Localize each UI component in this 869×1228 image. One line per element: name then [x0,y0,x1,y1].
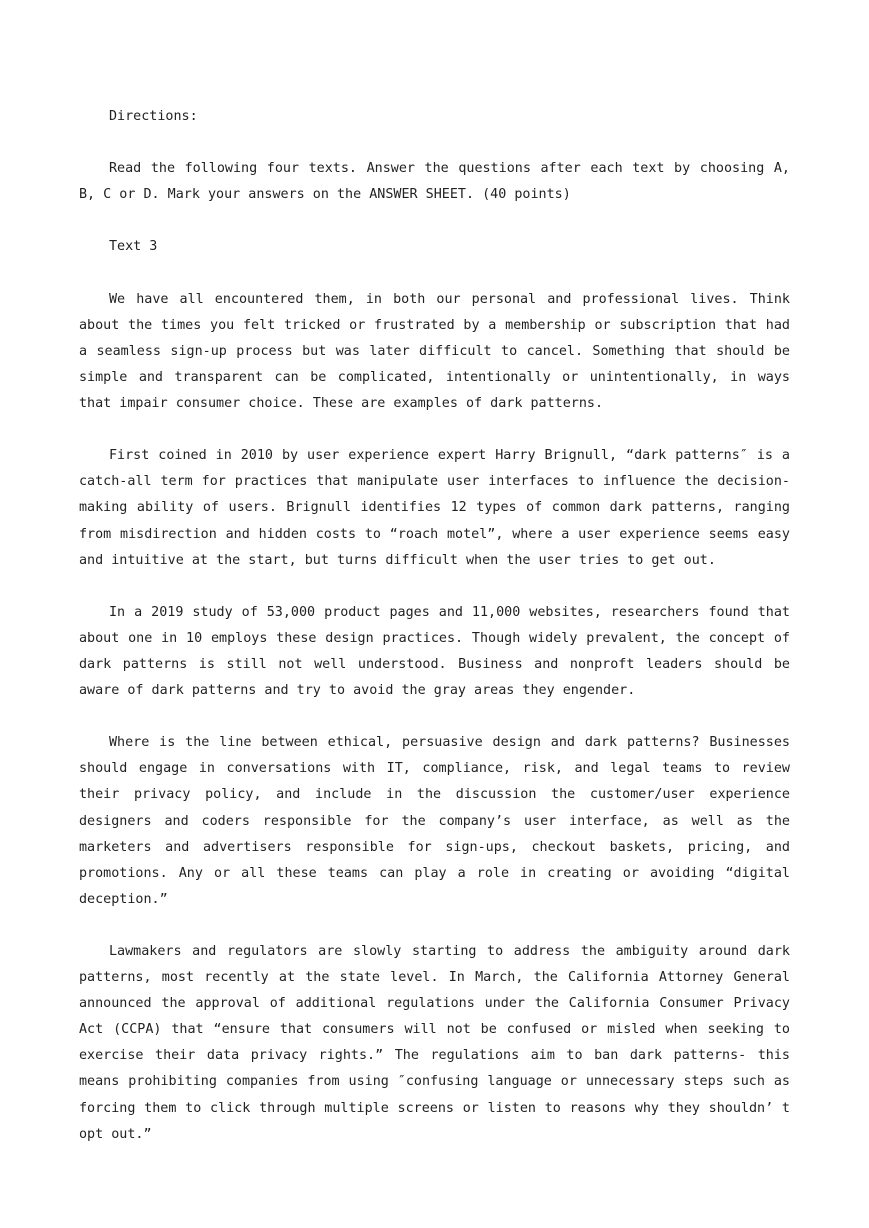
directions-label: Directions: [109,109,198,124]
body-paragraph-5: Lawmakers and regulators are slowly starting to address the ambiguity around dark patterns, most recently at the state level. In March, the California Attorney General announced the approval of additional regulations under the California Consumer Privacy Act (CCPA) that “ensure that consumers will not be confused or misled when seeking to exercise their data privacy rights.” The regulations aim to ban dark patterns- this means prohibiting companies from using ″confusing language or unnecessary steps such as forcing them to click through multiple screens or listen to reasons why they shouldn’ t opt out.” [79,944,790,1142]
text-label: Text 3 [109,239,158,255]
body-paragraph-1: We have all encountered them, in both our personal and professional lives. Think about the times you felt tricked or frustrated by a membership or subscription that had a seamless sign-up process but was later difficult to cancel. Something that should be simple and transparent can be complicated, intentionally or unintentionally, in ways that impair consumer choice. These are examples of dark patterns. [79,291,790,412]
instructions-paragraph: Read the following four texts. Answer the questions after each text by choosing A, B, C or D. Mark your answers on the ANSWER SHEET. (40 points) [79,161,790,203]
body-paragraph-2: First coined in 2010 by user experience expert Harry Brignull, “dark patterns″ is a catch-all term for practices that manipulate user interfaces to influence the decision-making ability of users. Brignull identifies 12 types of common dark patterns, ranging from misdirection and hidden costs to “roach motel”, where a user experience seems easy and intuitive at the start, but turns difficult when the user tries to get out. [79,448,790,568]
body-paragraph-3: In a 2019 study of 53,000 product pages and 11,000 websites, researchers found that about one in 10 employs these design practices. Though widely prevalent, the concept of dark patterns is still not well understood. Business and nonproft leaders should be aware of dark patterns and try to avoid the gray areas they engender. [79,604,790,699]
body-paragraph-4: Where is the line between ethical, persuasive design and dark patterns? Businesses should engage in conversations with IT, compliance, risk, and legal teams to review their privacy policy, and include in the discussion the customer/user experience designers and coders responsible for the company’s user interface, as well as the marketers and advertisers responsible for sign-ups, checkout baskets, pricing, and promotions. Any or all these teams can play a role in creating or avoiding “digital deception.” [79,735,790,907]
exam-page [79,104,790,1174]
